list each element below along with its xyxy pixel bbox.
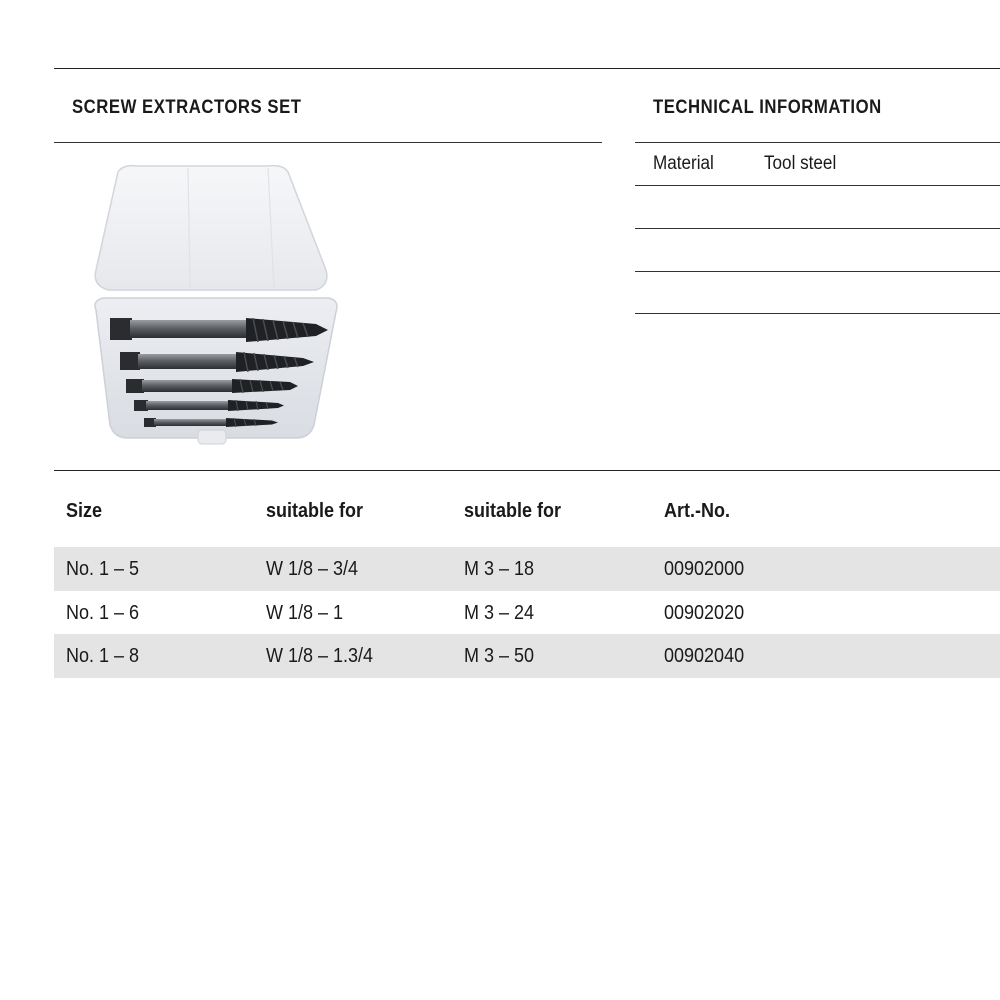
table-body bbox=[54, 547, 1000, 678]
table-row bbox=[54, 591, 1000, 635]
tech-row-rule bbox=[635, 313, 1000, 314]
top-rule bbox=[54, 68, 1000, 69]
cell-suitable-w: W 1/8 – 3/4 bbox=[266, 558, 359, 580]
product-image bbox=[78, 160, 348, 460]
table-row bbox=[54, 634, 1000, 678]
cell-size: No. 1 – 8 bbox=[66, 645, 140, 667]
header-suitable-for-w: suitable for bbox=[266, 500, 364, 522]
table-header bbox=[54, 490, 1000, 540]
tech-row-value: Tool steel bbox=[764, 153, 837, 174]
header-art-no: Art.-No. bbox=[664, 500, 730, 522]
cell-suitable-m: M 3 – 18 bbox=[464, 558, 535, 580]
tech-row-label: Material bbox=[653, 153, 714, 174]
cell-suitable-w: W 1/8 – 1 bbox=[266, 601, 344, 624]
cell-art-no: 00902040 bbox=[664, 645, 745, 667]
header-size: Size bbox=[66, 500, 103, 522]
cell-size: No. 1 – 6 bbox=[66, 601, 140, 624]
technical-title: TECHNICAL INFORMATION bbox=[653, 97, 882, 118]
product-title-rule bbox=[54, 142, 602, 143]
cell-art-no: 00902000 bbox=[664, 558, 745, 580]
cell-size: No. 1 – 5 bbox=[66, 558, 140, 580]
cell-art-no: 00902020 bbox=[664, 601, 745, 624]
table-row bbox=[54, 547, 1000, 591]
cell-suitable-w: W 1/8 – 1.3/4 bbox=[266, 645, 374, 667]
cell-suitable-m: M 3 – 50 bbox=[464, 645, 535, 667]
header-suitable-for-m: suitable for bbox=[464, 500, 562, 522]
product-title: SCREW EXTRACTORS SET bbox=[72, 97, 302, 118]
tech-row-rule bbox=[635, 185, 1000, 186]
cell-suitable-m: M 3 – 24 bbox=[464, 601, 535, 624]
table-top-rule bbox=[54, 470, 1000, 471]
tech-row-rule bbox=[635, 271, 1000, 272]
tech-row-rule bbox=[635, 228, 1000, 229]
technical-title-rule bbox=[635, 142, 1000, 143]
case-lid bbox=[95, 166, 327, 290]
